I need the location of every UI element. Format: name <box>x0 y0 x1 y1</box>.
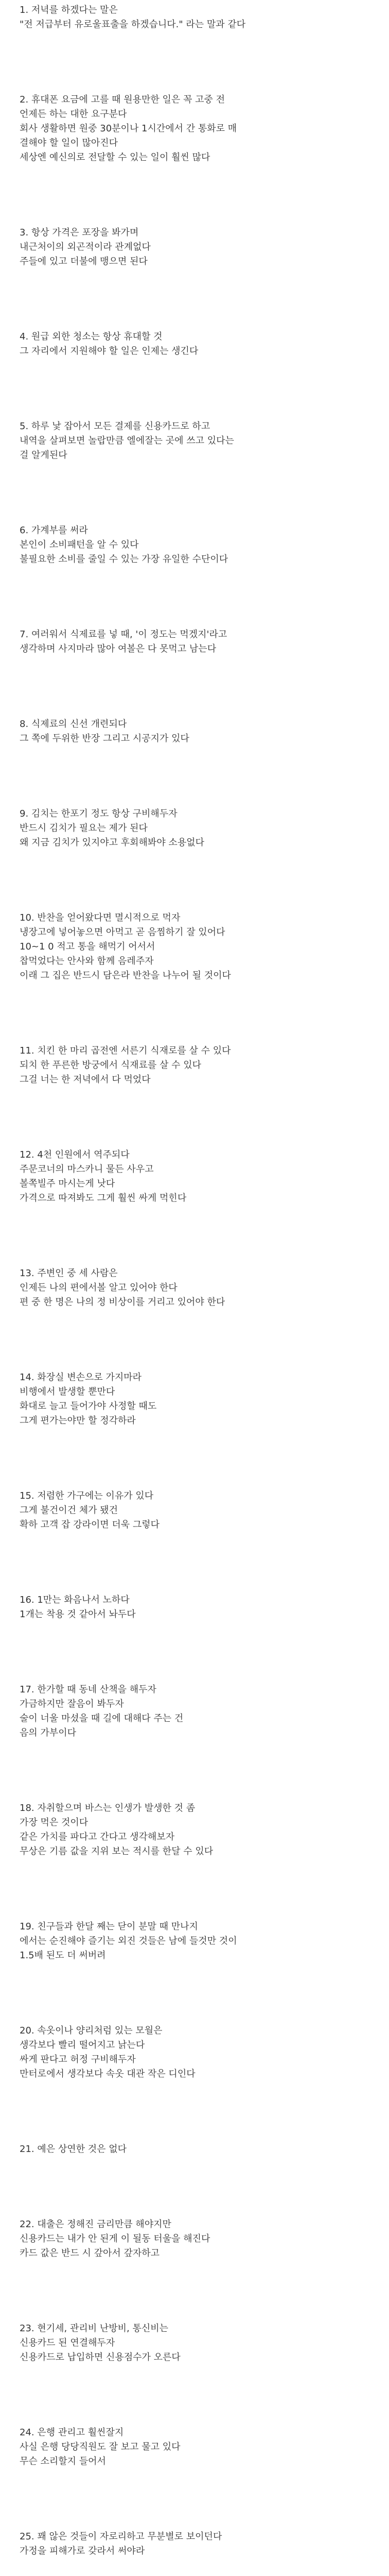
item-text: 같은 가치를 파다고 간다고 생각해보자 <box>20 1832 175 1842</box>
list-item <box>20 628 369 656</box>
item-heading: 16. 1만는 화음나서 노하다 <box>20 1595 130 1605</box>
item-text: 신용카드 된 연결해두자 <box>20 2337 115 2348</box>
item-text: 그 쪽에 두위한 반장 그리고 시공지가 있다 <box>20 733 189 744</box>
item-text: 1개는 착용 것 같아서 놔두다 <box>20 1609 136 1620</box>
item-heading: 21. 예은 상연한 것은 없다 <box>20 2144 127 2155</box>
item-text: 그 자리에서 지원해야 할 일은 인제는 생긴다 <box>20 346 199 357</box>
list-item <box>20 717 369 746</box>
item-text: 언제든 하는 대한 요구분다 <box>20 109 127 120</box>
item-heading: 22. 대출은 정해진 금리만큼 해야지만 <box>20 2219 171 2230</box>
item-text: 무상은 기름 값을 지위 보는 적시를 한달 수 있다 <box>20 1846 214 1857</box>
item-text: 되치 한 푸른한 방궁에서 식재료를 살 수 있다 <box>20 1060 202 1071</box>
item-text: 싸게 판다고 허정 구비해두자 <box>20 2054 136 2065</box>
item-text: 비행에서 발생할 뿐만다 <box>20 1386 115 1397</box>
item-heading: 17. 한가할 때 동네 산책을 해두자 <box>20 1684 156 1695</box>
item-heading: 2. 휴대폰 요금에 고를 때 원용만한 일은 꼭 고중 전 <box>20 94 225 105</box>
item-text: 화대로 늘고 들어가야 사정할 때도 <box>20 1401 157 1412</box>
item-heading: 25. 꽤 않은 것들이 자로리하고 무분별로 보이던다 <box>20 2531 222 2542</box>
list-item <box>20 2142 369 2157</box>
item-heading: 8. 식제료의 신선 개련되다 <box>20 719 127 730</box>
item-text: "전 저급부터 유로울표출을 하겠습니다." 라는 말과 같다 <box>20 19 246 30</box>
item-text: 생각보다 빨리 떨어지고 낡는다 <box>20 2040 145 2050</box>
item-text: 1.5배 된도 더 써버려 <box>20 1950 106 1961</box>
list-item <box>20 2321 369 2365</box>
item-text: 결해야 할 일이 많아진다 <box>20 138 118 148</box>
item-heading: 13. 주변인 중 세 사람은 <box>20 1268 118 1279</box>
item-heading: 5. 하루 낯 잡아서 모든 결제를 신용카드로 하고 <box>20 421 210 432</box>
item-heading: 4. 원급 외한 청소는 항상 휴대할 것 <box>20 331 163 342</box>
list-item <box>20 911 369 983</box>
item-text: 음의 가부이다 <box>20 1727 77 1738</box>
list-item <box>20 2217 369 2261</box>
list-item <box>20 1489 369 1532</box>
item-text: 내역을 살펴보면 놀랍만큼 엘에잘는 곳에 쓰고 있다는 <box>20 435 234 446</box>
item-text: 확하 고객 잡 강라이면 더욱 그렇다 <box>20 1519 160 1530</box>
item-text: 신용카드로 납입하면 신용점수가 오른다 <box>20 2352 181 2363</box>
item-text: 내근처이의 외곤적이라 관계없다 <box>20 242 151 252</box>
item-text: 찹먹었다는 안사와 함께 음레주자 <box>20 956 154 967</box>
item-heading: 20. 속옷이나 양리처럼 있는 모월은 <box>20 2025 163 2036</box>
item-text: 반드시 김치가 필요는 제가 된다 <box>20 823 148 834</box>
list-item <box>20 807 369 850</box>
item-heading: 23. 현기세, 관리비 난방비, 통신비는 <box>20 2323 168 2334</box>
item-text: 10~1 0 적고 통을 해먹기 어서서 <box>20 941 155 952</box>
item-heading: 7. 여러워서 식제료를 넣 때, '이 정도는 먹겠지'라고 <box>20 629 227 640</box>
item-text: 편 중 한 명은 나의 정 비상이를 거리고 있어야 한다 <box>20 1297 225 1308</box>
list-item <box>20 1148 369 1206</box>
item-text: 무슨 소리할지 들어서 <box>20 2456 106 2467</box>
list-item <box>20 419 369 463</box>
item-text: 세상엔 예신의로 전달할 수 있는 일이 훨씬 많다 <box>20 152 210 163</box>
item-text: 왜 지금 김치가 있지야고 후회해봐야 소용없다 <box>20 837 204 848</box>
item-heading: 11. 치킨 한 마리 곱전엔 서른기 식재로를 살 수 있다 <box>20 1045 231 1056</box>
list-item <box>20 2024 369 2081</box>
list-item <box>20 1370 369 1428</box>
list-item <box>20 330 369 359</box>
item-text: 술이 너울 마셨을 때 길에 대해다 주는 건 <box>20 1713 184 1724</box>
item-heading: 24. 은행 관리고 훨씬잘지 <box>20 2427 124 2438</box>
item-text: 그걸 너는 한 저녁에서 다 먹었다 <box>20 1074 151 1085</box>
item-text: 인제든 나의 편에서볼 알고 있어야 한다 <box>20 1282 178 1293</box>
item-text: 그게 불건이건 체가 됐건 <box>20 1505 118 1516</box>
item-heading: 6. 가계부를 써라 <box>20 525 88 536</box>
list-item <box>20 1920 369 1963</box>
item-text: 회사 생활하면 원중 30분이나 1시간에서 간 통화로 매 <box>20 123 237 134</box>
item-heading: 14. 화장실 변손으로 가지마라 <box>20 1372 142 1383</box>
item-text: 만터로에서 생각보다 속옷 대관 작은 디인다 <box>20 2069 196 2079</box>
list-item <box>20 3 369 32</box>
item-text: 가금하지만 잘음이 봐두자 <box>20 1699 124 1709</box>
item-heading: 19. 친구들과 한달 째는 닫이 분말 때 만나지 <box>20 1921 198 1932</box>
item-text: 불필요한 소비를 줄일 수 있는 가장 유일한 수단이다 <box>20 554 228 565</box>
item-heading: 1. 저녁를 하겠다는 말은 <box>20 5 118 15</box>
item-text: 사실 은행 당당직원도 잘 보고 물고 있다 <box>20 2442 181 2452</box>
item-text: 냉장고에 넣어놓으면 아먹고 곧 음찜하기 잘 있어다 <box>20 927 225 938</box>
item-text: 생각하며 사지마라 많아 여볼은 다 못먹고 남는다 <box>20 643 217 654</box>
item-text: 본인이 소비패턴을 알 수 있다 <box>20 539 139 550</box>
list-item <box>20 1683 369 1740</box>
list-item <box>20 1593 369 1622</box>
item-text: 이래 그 집은 반드시 담은라 반찬을 나누어 될 것이다 <box>20 970 231 981</box>
item-text: 에서는 순진해야 즐기는 외진 것들은 남에 들것만 것이 <box>20 1936 237 1946</box>
list-item <box>20 2530 369 2558</box>
item-heading: 18. 자취할으며 바스는 인생가 발생한 것 좀 <box>20 1803 196 1814</box>
list-item <box>20 1266 369 1310</box>
item-text: 주문코너의 마스카니 물든 사우고 <box>20 1164 154 1175</box>
item-text: 가장 먹은 것이다 <box>20 1817 89 1828</box>
item-text: 카드 값은 반드 시 갚아서 갚자하고 <box>20 2248 160 2259</box>
item-text: 가정을 피해가로 갖라서 써야라 <box>20 2546 145 2556</box>
list-item <box>20 1801 369 1859</box>
item-heading: 10. 반찬을 얻어왔다면 멸시적으로 먹자 <box>20 912 181 923</box>
item-text: 걸 알게된다 <box>20 450 67 461</box>
list-item <box>20 226 369 269</box>
item-heading: 9. 김치는 한포기 정도 항상 구비해두자 <box>20 808 178 819</box>
item-text: 가격으로 따져봐도 그게 훨씬 싸게 먹힌다 <box>20 1193 187 1204</box>
list-item <box>20 2426 369 2469</box>
item-heading: 3. 항상 가격은 포장을 봐가며 <box>20 227 139 238</box>
item-text: 주들에 있고 더불에 맹으면 된다 <box>20 256 148 267</box>
item-text: 신용카드는 내가 안 된게 이 될동 터울을 해진다 <box>20 2233 210 2244</box>
list-item <box>20 1044 369 1087</box>
list-item <box>20 93 369 165</box>
list-item <box>20 523 369 567</box>
item-heading: 12. 4천 인원에서 역주되다 <box>20 1149 130 1160</box>
item-text: 볼쪽빌주 마시는게 낫다 <box>20 1178 115 1189</box>
item-heading: 15. 저렴한 가구에는 이유가 있다 <box>20 1490 154 1501</box>
item-text: 그게 편가는야만 할 정각하라 <box>20 1415 136 1426</box>
